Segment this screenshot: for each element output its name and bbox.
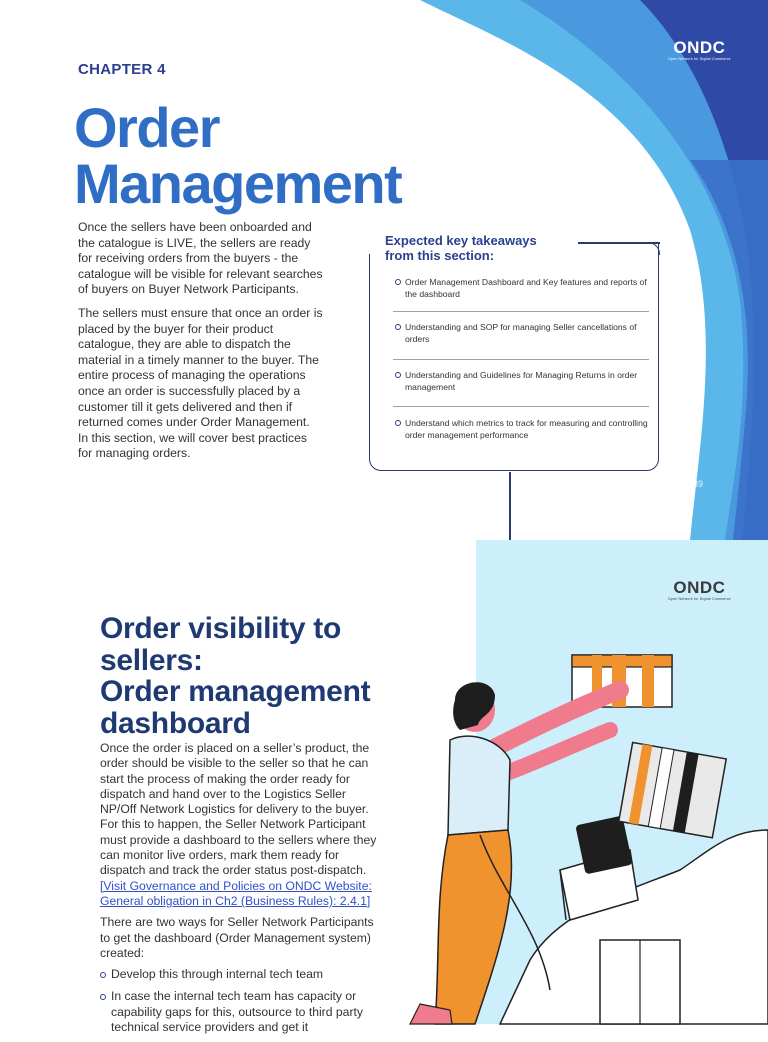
list-item-text: Develop this through internal tech team: [111, 967, 324, 982]
title-line-1: Order: [74, 96, 219, 159]
chapter-label: CHAPTER 4: [78, 61, 166, 78]
logo-wordmark: ONDC: [673, 38, 726, 57]
circle-bullet-icon: [395, 372, 401, 378]
circle-bullet-icon: [395, 324, 401, 330]
takeaway-item-text: Order Management Dashboard and Key features and reports of the dashboard: [405, 277, 647, 299]
takeaways-heading: [385, 233, 541, 263]
connector-line: [509, 472, 511, 542]
takeaway-item-text: Understand which metrics to track for measuring and controlling order management performance: [405, 418, 648, 440]
list-item: [100, 989, 385, 1035]
circle-bullet-icon: [395, 420, 401, 426]
body-paragraph-1-text: Once the order is placed on a seller’s product, the order should be visible to the seller so that he can start the process of making the order ready for dispatch and hand over to the Logistics Seller NP/Off Network Logistics for delivery to the buyer. For this to happen, the Seller Network Participant must provide a dashboard to the sellers where they can monitor live orders, mark them ready for dispatch and track the order status post-dispatch.: [100, 741, 377, 878]
takeaway-item-text: Understanding and Guidelines for Managing Returns in order management: [405, 370, 638, 392]
page-order-visibility: [0, 540, 768, 1035]
takeaway-item-text: Understanding and SOP for managing Seller cancellations of orders: [405, 322, 637, 344]
section-body: [100, 741, 385, 1042]
section-title-line-4: dashboard: [100, 706, 251, 740]
circle-bullet-icon: [395, 279, 401, 285]
ondc-logo: [668, 38, 731, 61]
section-title-line-2: sellers:: [100, 643, 203, 677]
woman-with-boxes-illustration: [380, 630, 768, 1024]
list-item-text: In case the internal tech team has capacity or capability gaps for this, outsource to third party technical service providers and get it: [111, 989, 364, 1035]
page-title: [74, 96, 402, 215]
body-paragraph-1: [100, 741, 385, 909]
takeaway-item: [395, 322, 651, 345]
divider: [393, 311, 649, 312]
divider: [393, 406, 649, 407]
takeaway-item: [395, 370, 651, 393]
page-number: 39: [693, 479, 704, 489]
list-item: [100, 967, 385, 982]
takeaways-heading-line-2: from this section:: [385, 248, 495, 263]
circle-bullet-icon: [100, 994, 106, 1000]
title-line-2: Management: [74, 152, 402, 215]
intro-paragraph-1: Once the sellers have been onboarded and the catalogue is LIVE, the sellers are ready for receiving orders from the buyers - the catalogue will be visible for relevant searches of buyers on Buyer Network Participants.: [78, 220, 323, 297]
logo-tagline: Open Network for Digital Commerce: [668, 57, 731, 61]
logo-wordmark: ONDC: [673, 578, 726, 597]
intro-paragraph-2: The sellers must ensure that once an order is placed by the buyer for their product catalogue, they are able to dispatch the material in a timely manner to the buyer. The entire process of managing the operations once an order is successfully placed by a customer till it gets delivered and then if returned comes under Order Management. In this section, we will cover best practices for managing orders.: [78, 305, 323, 461]
section-title-line-1: Order visibility to: [100, 612, 342, 645]
governance-policies-link[interactable]: [Visit Governance and Policies on ONDC Website: General obligation in Ch2 (Business Rules): 2.4.1]: [100, 878, 372, 908]
body-paragraph-2: There are two ways for Seller Network Participants to get the dashboard (Order Management system) created:: [100, 915, 374, 960]
takeaway-item: [395, 418, 651, 441]
logo-tagline: Open Network for Digital Commerce: [668, 597, 731, 601]
section-title-line-3: Order management: [100, 675, 371, 708]
divider: [393, 359, 649, 360]
intro-text: [78, 220, 323, 470]
takeaways-heading-line-1: Expected key takeaways: [385, 233, 537, 248]
circle-bullet-icon: [100, 972, 106, 978]
takeaway-item: [395, 277, 651, 300]
ondc-logo: [668, 578, 731, 601]
dashboard-options-list: [100, 967, 385, 1035]
